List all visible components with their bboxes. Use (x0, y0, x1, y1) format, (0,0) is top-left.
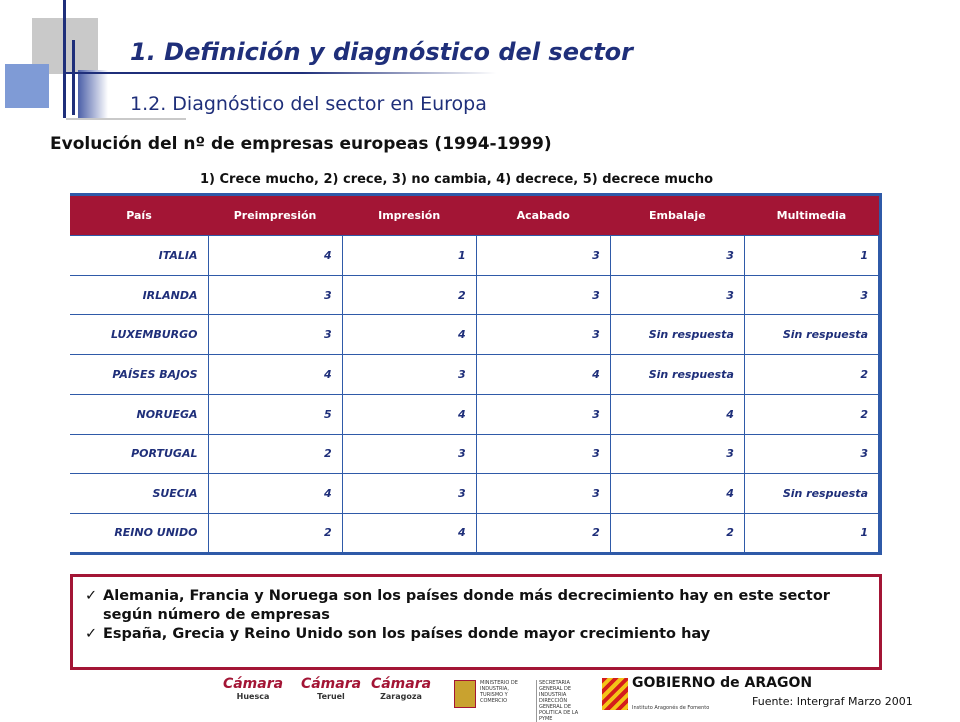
table-row (70, 355, 879, 395)
column-header: Multimedia (744, 196, 878, 236)
camara-teruel-logo (296, 676, 366, 702)
list-item (85, 587, 867, 625)
logo-city: Teruel (317, 692, 345, 701)
logo-text: Cámara (370, 676, 432, 692)
checkmark-icon: ✓ (85, 626, 98, 642)
source-footnote: Fuente: Intergraf Marzo 2001 (752, 695, 913, 708)
table-cell: 4 (208, 236, 342, 276)
table-cell: 3 (476, 275, 610, 315)
table-row (70, 236, 879, 276)
column-header: Preimpresión (208, 196, 342, 236)
decor-gradient-bar (78, 70, 108, 120)
country-cell: IRLANDA (70, 275, 208, 315)
aragon-flag-icon (602, 678, 628, 710)
table-cell: 4 (610, 474, 744, 514)
table-row (70, 474, 879, 514)
table-cell: Sin respuesta (744, 474, 878, 514)
slide-subtitle: 1.2. Diagnóstico del sector en Europa (130, 93, 487, 115)
note-text: Alemania, Francia y Noruega son los países donde más decrecimiento hay en este sector según número de empresas (103, 588, 830, 623)
data-table (70, 196, 879, 552)
table-cell: 3 (342, 474, 476, 514)
decor-horizontal-line (66, 118, 186, 120)
logo-city: Zaragoza (380, 692, 422, 701)
scale-legend: 1) Crece mucho, 2) crece, 3) no cambia, 4) decrece, 5) decrece mucho (200, 172, 714, 187)
table-cell: 3 (208, 315, 342, 355)
table-cell: 4 (610, 394, 744, 434)
coat-of-arms-icon (454, 680, 476, 708)
table-cell: 4 (208, 474, 342, 514)
table-cell: 5 (208, 394, 342, 434)
table-cell: 3 (744, 434, 878, 474)
decor-vertical-line (72, 40, 75, 115)
data-table-frame (70, 193, 882, 555)
table-row (70, 513, 879, 552)
table-cell: 3 (342, 434, 476, 474)
column-header: País (70, 196, 208, 236)
column-header: Acabado (476, 196, 610, 236)
column-header: Impresión (342, 196, 476, 236)
table-cell: 3 (610, 275, 744, 315)
table-cell: 2 (744, 355, 878, 395)
country-cell: LUXEMBURGO (70, 315, 208, 355)
decor-horizontal-line (66, 72, 496, 74)
table-cell: 3 (610, 236, 744, 276)
logo-text: Cámara (300, 676, 362, 692)
table-cell: 3 (342, 355, 476, 395)
table-row (70, 275, 879, 315)
logo-text: MINISTERIO DE INDUSTRIA, TURISMO Y COMERCIO (480, 680, 518, 704)
table-cell: Sin respuesta (610, 315, 744, 355)
camara-zaragoza-logo (366, 676, 436, 702)
logo-subtext: Instituto Aragonés de Fomento (632, 705, 710, 711)
gobierno-aragon-logo: GOBIERNO de ARAGON (632, 675, 813, 691)
table-cell: 3 (610, 434, 744, 474)
country-cell: SUECIA (70, 474, 208, 514)
decor-vertical-line (63, 0, 66, 118)
logo-text: Cámara (222, 676, 284, 692)
checkmark-icon: ✓ (85, 588, 98, 604)
table-cell: 4 (342, 513, 476, 552)
table-cell: 2 (208, 434, 342, 474)
sponsor-logos (218, 675, 813, 722)
table-cell: 3 (744, 275, 878, 315)
table-cell: 2 (476, 513, 610, 552)
column-header: Embalaje (610, 196, 744, 236)
table-cell: 3 (476, 236, 610, 276)
table-row (70, 434, 879, 474)
table-cell: 3 (476, 474, 610, 514)
table-cell: 4 (476, 355, 610, 395)
table-cell: 4 (342, 315, 476, 355)
list-item (85, 625, 867, 644)
table-cell: 1 (342, 236, 476, 276)
country-cell: PORTUGAL (70, 434, 208, 474)
decor-blue-square (5, 64, 49, 108)
table-cell: 2 (342, 275, 476, 315)
table-cell: 3 (476, 315, 610, 355)
country-cell: PAÍSES BAJOS (70, 355, 208, 395)
section-heading: Evolución del nº de empresas europeas (1994-1999) (50, 134, 552, 154)
table-cell: 3 (476, 434, 610, 474)
country-cell: ITALIA (70, 236, 208, 276)
table-cell: 1 (744, 513, 878, 552)
country-cell: REINO UNIDO (70, 513, 208, 552)
logo-text: SECRETARIA GENERAL DE INDUSTRIA DIRECCIÓN GENERAL DE POLITICA DE LA PYME (536, 680, 591, 722)
table-cell: Sin respuesta (610, 355, 744, 395)
table-cell: 2 (208, 513, 342, 552)
slide-title: 1. Definición y diagnóstico del sector (130, 38, 633, 66)
table-header-row (70, 196, 879, 236)
camara-huesca-logo (218, 676, 288, 702)
table-cell: 4 (208, 355, 342, 395)
table-row (70, 394, 879, 434)
table-row (70, 315, 879, 355)
table-cell: 3 (476, 394, 610, 434)
logo-city: Huesca (236, 692, 270, 701)
table-cell: 1 (744, 236, 878, 276)
conclusions-box (70, 574, 882, 670)
table-cell: 3 (208, 275, 342, 315)
table-cell: 2 (744, 394, 878, 434)
note-text: España, Grecia y Reino Unido son los países donde mayor crecimiento hay (103, 626, 711, 642)
ministerio-logo (454, 678, 588, 722)
table-cell: 2 (610, 513, 744, 552)
table-cell: Sin respuesta (744, 315, 878, 355)
country-cell: NORUEGA (70, 394, 208, 434)
table-cell: 4 (342, 394, 476, 434)
